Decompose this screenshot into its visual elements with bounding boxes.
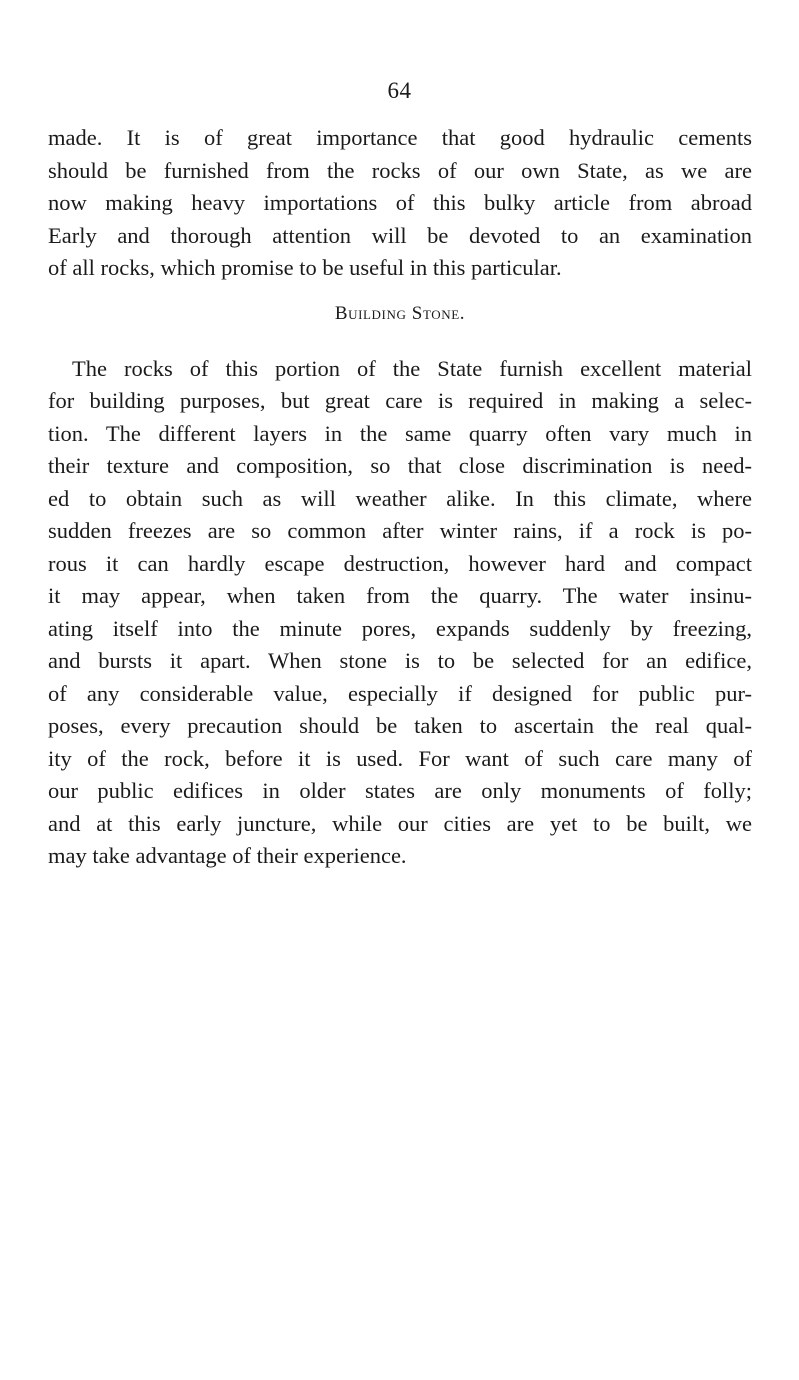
section-heading: Building Stone. bbox=[334, 302, 466, 324]
text-line: and at this early juncture, while our cities are yet to be built, we bbox=[48, 810, 752, 836]
text-line: their texture and composition, so that close discrimination is need- bbox=[48, 453, 752, 478]
page-number: 64 bbox=[387, 78, 412, 103]
text-line: of any considerable value, especially if designed for public pur- bbox=[48, 680, 752, 706]
text-line: Early and thorough attention will be devoted to an examination bbox=[48, 222, 752, 248]
text-line: and bursts it apart. When stone is to be selected for an edifice, bbox=[48, 648, 752, 673]
paragraph-building-stone bbox=[48, 353, 752, 873]
text-line: may take advantage of their experience. bbox=[48, 843, 407, 868]
text-line: poses, every precaution should be taken to ascertain the real qual- bbox=[48, 713, 752, 738]
text-line: ating itself into the minute pores, expands suddenly by freezing, bbox=[48, 615, 752, 641]
text-line: rous it can hardly escape destruction, however hard and compact bbox=[48, 550, 752, 576]
paragraph-hydraulic-cements bbox=[48, 122, 752, 285]
text-line: The rocks of this portion of the State furnish excellent material bbox=[72, 355, 752, 381]
text-line: now making heavy importations of this bulky article from abroad bbox=[48, 190, 752, 215]
text-line: sudden freezes are so common after winter rains, if a rock is po- bbox=[48, 518, 752, 543]
text-line: of all rocks, which promise to be useful in this particular. bbox=[48, 255, 562, 280]
text-line: our public edifices in older states are only monuments of folly; bbox=[48, 778, 752, 803]
text-line: ed to obtain such as will weather alike. In this climate, where bbox=[48, 485, 752, 511]
text-line: tion. The different layers in the same quarry often vary much in bbox=[48, 420, 752, 446]
text-line: it may appear, when taken from the quarry. The water insinu- bbox=[48, 583, 752, 608]
text-body bbox=[48, 122, 752, 873]
text-line: made. It is of great importance that good hydraulic cements bbox=[48, 125, 752, 150]
text-line: ity of the rock, before it is used. For want of such care many of bbox=[48, 745, 752, 771]
text-line: for building purposes, but great care is required in making a selec- bbox=[48, 388, 752, 413]
text-line: should be furnished from the rocks of our own State, as we are bbox=[48, 157, 752, 183]
